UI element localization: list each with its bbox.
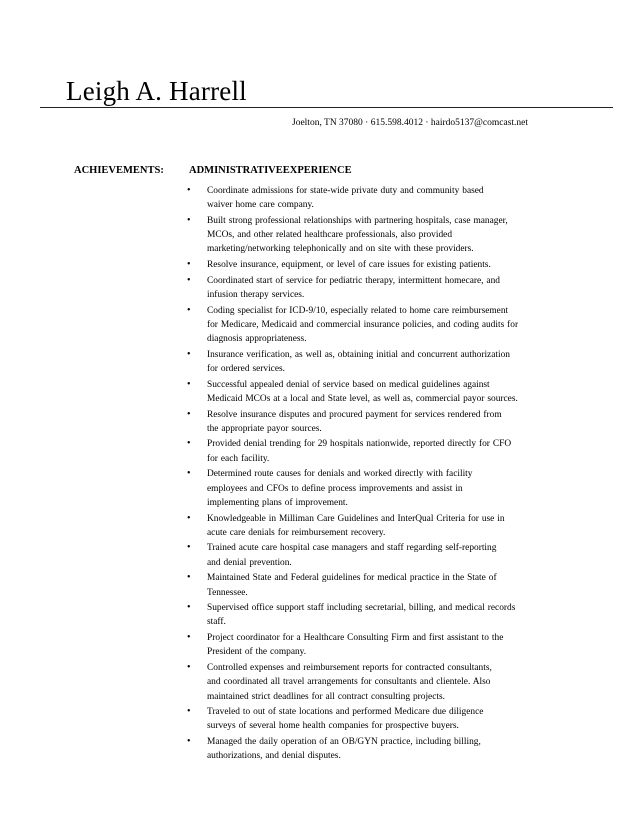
bullet-text (207, 512, 573, 541)
bullet-line: Determined route causes for denials and worked directly with facility (207, 469, 473, 480)
bullet-line: Built strong professional relationships with partnering hospitals, case manager, (207, 215, 508, 226)
bullet-line: Medicaid MCOs at a local and State level, as well as, commercial payor sources. (207, 393, 518, 404)
bullet-text (207, 214, 573, 257)
bullet-icon: • (187, 378, 191, 390)
bullet-text (207, 304, 573, 347)
bullet-line: Supervised office support staff including secretarial, billing, and medical records (207, 603, 516, 614)
bullet-text (207, 467, 573, 510)
list-item (183, 601, 573, 630)
bullet-text (207, 631, 573, 660)
bullet-icon: • (187, 348, 191, 360)
bullet-text (207, 735, 573, 764)
bullet-line: Controlled expenses and reimbursement reports for contracted consultants, (207, 662, 492, 673)
bullet-line: acute care denials for reimbursement recovery. (207, 527, 386, 538)
bullet-text (207, 184, 573, 213)
bullet-icon: • (187, 185, 191, 196)
bullet-line: MCOs, and other related healthcare professionals, also provided (207, 230, 453, 241)
list-item (183, 378, 573, 407)
bullet-text (207, 274, 573, 303)
bullet-icon: • (187, 214, 191, 226)
bullet-text (207, 571, 573, 600)
bullet-icon: • (187, 542, 191, 554)
bullet-line: for ordered services. (207, 364, 285, 375)
bullet-line: diagnosis appropriateness. (207, 334, 307, 345)
bullet-line: and denial prevention. (207, 557, 292, 568)
bullet-line: Knowledgeable in Milliman Care Guidelines and InterQual Criteria for use in (207, 513, 505, 524)
bullet-line: maintained strict deadlines for all contract consulting projects. (207, 691, 445, 702)
bullet-line: implementing plans of improvement. (207, 497, 348, 508)
bullet-text (207, 541, 573, 570)
bullet-icon: • (187, 274, 191, 286)
section-label: ACHIEVEMENTS: (74, 165, 164, 176)
bullet-line: Managed the daily operation of an OB/GYN practice, including billing, (207, 737, 481, 748)
list-item (183, 274, 573, 303)
bullet-line: waiver home care company. (207, 200, 314, 211)
bullet-icon: • (187, 468, 191, 480)
bullet-line: Traveled to out of state locations and performed Medicare due diligence (207, 707, 484, 718)
bullet-line: and coordinated all travel arrangements for consultants and clientele. Also (207, 677, 491, 688)
bullet-text (207, 258, 573, 272)
list-item (183, 304, 573, 347)
bullet-line: marketing/networking telephonically and on site with these providers. (207, 244, 474, 255)
bullet-line: for Medicare, Medicaid and commercial insurance policies, and coding audits for (207, 319, 519, 330)
contact-info: Joelton, TN 37080 · 615.598.4012 · hairdo5137@comcast.net (292, 118, 529, 128)
bullet-line: the appropriate payor sources. (207, 423, 322, 434)
bullet-text (207, 661, 573, 704)
list-item (183, 512, 573, 541)
bullet-line: Tennessee. (207, 587, 248, 598)
bullet-icon: • (187, 736, 191, 748)
bullet-icon: • (187, 602, 191, 614)
bullet-icon: • (187, 304, 191, 316)
bullet-icon: • (187, 632, 191, 644)
bullet-icon: • (187, 572, 191, 584)
bullet-line: Coding specialist for ICD-9/10, especially related to home care reimbursement (207, 305, 509, 316)
bullet-text (207, 705, 573, 734)
list-item (183, 735, 573, 764)
bullet-line: Insurance verification, as well as, obtaining initial and concurrent authorization (207, 349, 510, 360)
bullet-line: Coordinated start of service for pediatric therapy, intermittent homecare, and (207, 275, 500, 286)
bullet-line: Provided denial trending for 29 hospitals nationwide, reported directly for CFO (207, 439, 512, 450)
bullet-text (207, 378, 573, 407)
bullet-line: for each facility. (207, 453, 270, 464)
bullet-text (207, 408, 573, 437)
bullet-line: Maintained State and Federal guidelines for medical practice in the State of (207, 573, 497, 584)
bullet-line: authorizations, and denial disputes. (207, 751, 341, 762)
list-item (183, 214, 573, 257)
list-item (183, 184, 573, 213)
list-item (183, 437, 573, 466)
bullet-icon: • (187, 661, 191, 673)
bullet-line: Trained acute care hospital case managers and staff regarding self-reporting (207, 543, 497, 554)
bullet-line: President of the company. (207, 647, 307, 658)
bullet-line: Project coordinator for a Healthcare Consulting Firm and first assistant to the (207, 633, 504, 644)
bullet-line: surveys of several home health companies for prospective buyers. (207, 721, 459, 732)
bullet-icon: • (187, 706, 191, 718)
bullet-icon: • (187, 438, 191, 450)
list-item (183, 705, 573, 734)
bullet-line: infusion therapy services. (207, 289, 305, 300)
list-item (183, 541, 573, 570)
header-divider (40, 107, 613, 108)
bullet-text (207, 348, 573, 377)
bullet-icon: • (187, 408, 191, 420)
bullet-icon: • (187, 259, 191, 271)
list-item (183, 571, 573, 600)
bullet-text (207, 601, 573, 630)
list-item (183, 661, 573, 704)
bullet-line: employees and CFOs to define process improvements and assist in (207, 483, 463, 494)
bullet-line: Resolve insurance, equipment, or level of care issues for existing patients. (207, 260, 491, 271)
list-item (183, 258, 573, 272)
bullet-text (207, 437, 573, 466)
list-item (183, 408, 573, 437)
list-item (183, 631, 573, 660)
list-item (183, 467, 573, 510)
bullet-line: Successful appealed denial of service based on medical guidelines against (207, 379, 490, 390)
achievement-list (183, 184, 573, 765)
bullet-line: Resolve insurance disputes and procured payment for services rendered from (207, 409, 502, 420)
resume-name: Leigh A. Harrell (66, 76, 247, 106)
bullet-line: staff. (207, 617, 226, 628)
list-item (183, 348, 573, 377)
bullet-icon: • (187, 512, 191, 524)
section-title: ADMINISTRATIVEEXPERIENCE (189, 165, 352, 176)
bullet-line: Coordinate admissions for state-wide private duty and community based (207, 186, 484, 196)
